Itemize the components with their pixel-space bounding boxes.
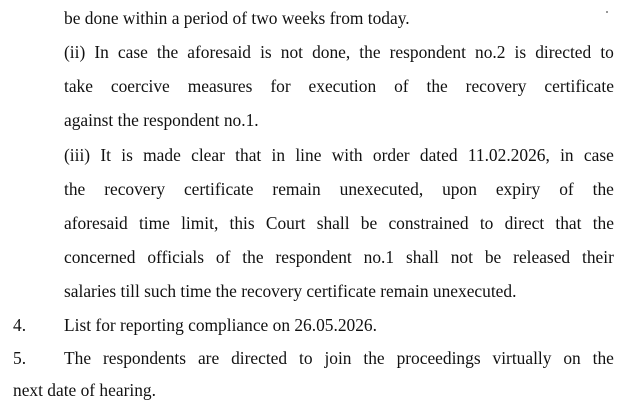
text-line-5: (iii) It is made clear that in line with order dated 11.02.2026, in case [64, 145, 614, 165]
text-line-11: The respondents are directed to join the proceedings virtually on the [64, 348, 614, 368]
text-line-8: concerned officials of the respondent no.1 shall not be released their [64, 247, 614, 267]
text-line-12: next date of hearing. [13, 380, 156, 400]
text-line-10: List for reporting compliance on 26.05.2026. [64, 315, 377, 335]
text-line-9: salaries till such time the recovery certificate remain unexecuted. [64, 281, 517, 301]
text-line-6: the recovery certificate remain unexecuted, upon expiry of the [64, 179, 614, 199]
text-line-1: be done within a period of two weeks from today. [64, 8, 410, 28]
text-line-3: take coercive measures for execution of the recovery certificate [64, 76, 614, 96]
text-line-7: aforesaid time limit, this Court shall be constrained to direct that the [64, 213, 614, 233]
item-number-4: 4. [13, 315, 27, 335]
item-number-5: 5. [13, 348, 27, 368]
text-line-2: (ii) In case the aforesaid is not done, the respondent no.2 is directed to [64, 42, 614, 62]
text-line-4: against the respondent no.1. [64, 110, 259, 130]
